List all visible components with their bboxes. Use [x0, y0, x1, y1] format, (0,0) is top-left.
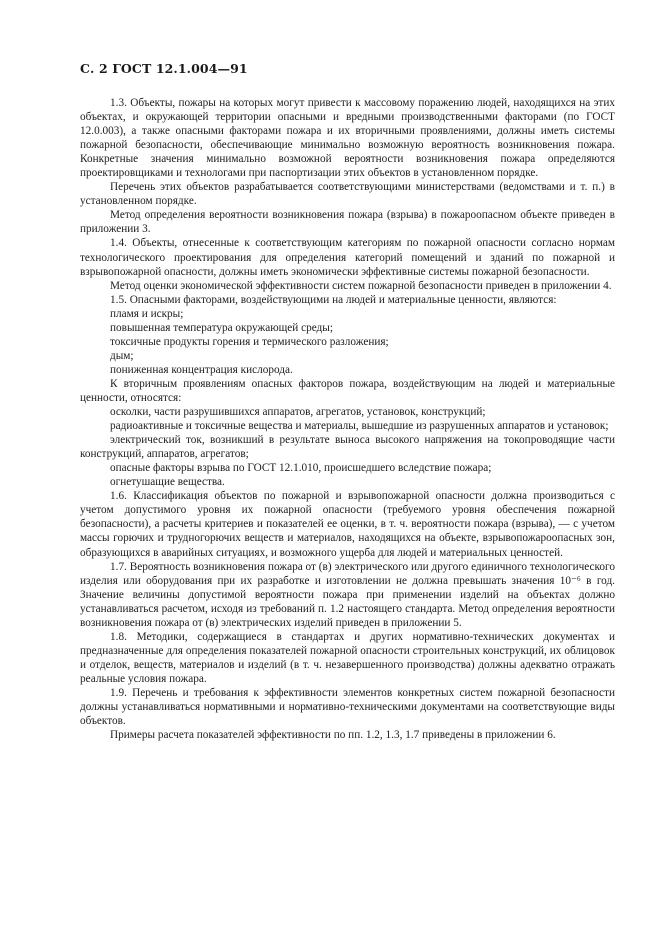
paragraph-1-5: 1.5. Опасными факторами, воздействующими на людей и материальные ценности, являются: — [110, 293, 557, 306]
paragraph-1-7: 1.7. Вероятность возникновения пожара от (в) электрического или другого единичного технологического изделия или оборудования при их разработке и изготовлении не должна превышать значения 10⁻⁶ в год. Значение величины допустимой вероятности пожара при применении изделий на объектах должно устанавливаться расчетом, исходя из требований п. 1.2 настоящего стандарта. Метод определения вероятности возникновения пожара от (в) электрических изделий приведен в приложении 5. — [80, 560, 615, 629]
page-header: С. 2 ГОСТ 12.1.004—91 — [80, 61, 248, 76]
list-item: осколки, части разрушившихся аппаратов, агрегатов, установок, конструкций; — [110, 406, 486, 419]
list-item: радиоактивные и токсичные вещества и материалы, вышедшие из разрушенных аппаратов и установок; — [110, 420, 609, 433]
list-item: опасные факторы взрыва по ГОСТ 12.1.010, происшедшего вследствие пожара; — [110, 462, 492, 475]
list-item: пламя и искры; — [110, 307, 184, 320]
paragraph-1-9: 1.9. Перечень и требования к эффективности элементов конкретных систем пожарной безопасности должны устанавливаться нормативными и нормативно-техническими документами на соответствующие виды объектов. — [80, 686, 615, 728]
paragraph-1-6: 1.6. Классификация объектов по пожарной и взрывопожарной опасности должна производиться с учетом допустимого уровня их пожарной опасности (требуемого уровня обеспечения пожарной безопасности), а расчеты критериев и показателей ее оценки, в т. ч. вероятности пожара (взрыва), — с учетом массы горючих и трудногорючих веществ и материалов, находящихся на объекте, взрывопожароопасных зон, образующихся в аварийных ситуациях, и возможного ущерба для людей и материальных ценностей. — [80, 490, 615, 559]
paragraph-1-3: 1.3. Объекты, пожары на которых могут привести к массовому поражению людей, находящихся на этих объектах, и окружающей территории опасными и вредными производственными факторами (по ГОСТ 12.0.003), а также опасными факторами пожара и их вторичными проявлениями, должны иметь системы пожарной безопасности, обеспечивающие минимально возможную вероятность возникновения пожара. Конкретные значения минимально возможной вероятности возникновения пожара определяются проектировщиками и технологами при паспортизации этих объектов в установленном порядке. — [80, 97, 615, 180]
paragraph-1-4: 1.4. Объекты, отнесенные к соответствующим категориям по пожарной опасности согласно нормам технологического проектирования для определения категорий помещений и зданий по пожарной и взрывопожарной опасности, должны иметь экономически эффективные системы пожарной безопасности. — [80, 237, 615, 278]
paragraph-method-appendix-3: Метод определения вероятности возникновения пожара (взрыва) в пожароопасном объекте приведен в приложении 3. — [80, 209, 615, 236]
list-item: пониженная концентрация кислорода. — [110, 363, 293, 376]
paragraph-secondary-factors: К вторичным проявлениям опасных факторов пожара, воздействующим на людей и материальные ценности, относятся: — [80, 377, 615, 404]
list-item: огнетушащие вещества. — [110, 476, 225, 489]
list-item: повышенная температура окружающей среды; — [110, 321, 333, 334]
paragraph-1-8: 1.8. Методики, содержащиеся в стандартах и других нормативно-технических документах и предназначенные для определения показателей пожарной опасности строительных конструкций, их облицовок и отделок, веществ, материалов и изделий (в т. ч. незавершенного производства) должны адекватно отражать реальные условия пожара. — [80, 630, 615, 685]
paragraph-objects-list: Перечень этих объектов разрабатывается соответствующими министерствами (ведомствами и т. п.) в установленном порядке. — [80, 181, 615, 208]
list-item: электрический ток, возникший в результате выноса высокого напряжения на токопроводящие части конструкций, аппаратов, агрегатов; — [80, 434, 615, 461]
list-item: токсичные продукты горения и термического разложения; — [110, 335, 389, 348]
paragraph-method-appendix-4: Метод оценки экономической эффективности систем пожарной безопасности приведен в приложении 4. — [110, 279, 612, 292]
paragraph-examples-appendix-6: Примеры расчета показателей эффективности по пп. 1.2, 1.3, 1.7 приведены в приложении 6. — [110, 729, 556, 742]
document-body — [80, 96, 615, 742]
list-item: дым; — [110, 349, 134, 362]
